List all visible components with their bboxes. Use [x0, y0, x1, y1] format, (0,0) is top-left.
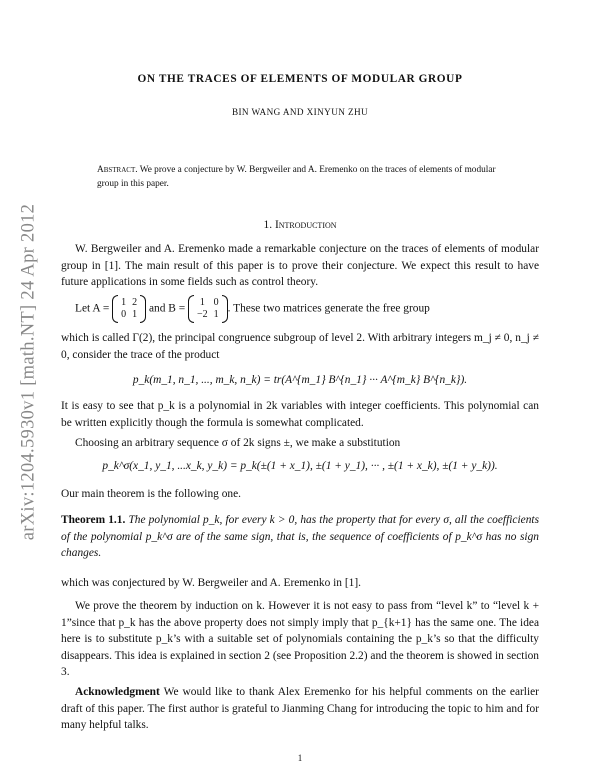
paragraph-intro: W. Bergweiler and A. Eremenko made a remarkable conjecture on the traces of elements of modular group in [1]. The main result of this paper is to prove their conjecture. We expect this result to have future applications in some fields such as control theory. — [61, 243, 539, 289]
page-number: 1 — [297, 753, 303, 763]
paragraph-substitution: Choosing an arbitrary sequence σ of 2k signs ±, we make a substitution — [75, 437, 401, 449]
acknowledgment — [61, 684, 539, 734]
matrix-b-cell: 0 — [213, 297, 219, 308]
acknowledgment-text: We would like to thank Alex Eremenko for his helpful comments on the earlier draft of this paper. The first author is grateful to Jianming Chang for introducing the topic to him and for many helpful talks. — [61, 686, 539, 732]
arxiv-stamp-text: arXiv:1204.5930v1 [math.NT] 24 Apr 2012 — [18, 203, 39, 541]
section-heading — [0, 219, 600, 231]
theorem-statement: The polynomial p_k, for every k > 0, has the property that for every σ, all the coefficients of the polynomial p_k^σ are of the same sign, that is, the sequence of coefficients of p_k^σ has no sign changes. — [61, 514, 539, 560]
paper-title: ON THE TRACES OF ELEMENTS OF MODULAR GROUP — [137, 73, 463, 85]
generate-text: . These two matrices generate the free group — [227, 302, 430, 315]
matrix-b-cell: 1 — [213, 309, 219, 320]
matrix-a-cell: 1 — [121, 297, 127, 308]
paragraph-polynomial: It is easy to see that p_k is a polynomial in 2k variables with integer coefficients. This polynomial can be written explicitly though the formula is somewhat complicated. — [61, 400, 539, 429]
matrix-a — [112, 297, 146, 321]
paragraph-induction: We prove the theorem by induction on k. However it is not easy to pass from “level k” to “level k + 1”since that p_k has the above property does not simply imply that p_{k+1} has the same one. The idea here is to substitute p_k’s with a suitable set of polynomials containing the p_k’s so that the difficulty disappears. This idea is explained in section 2 (see Proposition 2.2) and the theorem is showed in section 3. — [61, 600, 539, 679]
paragraph-matrices — [61, 297, 539, 321]
acknowledgment-heading: Acknowledgment — [75, 686, 160, 698]
abstract-text: We prove a conjecture by W. Bergweiler and A. Eremenko on the traces of elements of modular group in this paper. — [97, 165, 496, 189]
arxiv-stamp — [6, 182, 52, 562]
matrix-a-cell: 1 — [132, 309, 138, 320]
equation-trace: p_k(m_1, n_1, ..., m_k, n_k) = tr(A^{m_1} B^{n_1} ··· A^{m_k} B^{n_k}). — [132, 374, 468, 386]
let-a-text: Let A = — [75, 302, 110, 315]
section-number: 1. — [263, 219, 273, 231]
theorem-1-1 — [61, 512, 539, 562]
matrix-a-cell: 2 — [132, 297, 138, 308]
and-b-text: and B = — [148, 302, 186, 315]
paper-authors: BIN WANG AND XINYUN ZHU — [231, 107, 369, 117]
matrix-a-cell: 0 — [121, 309, 127, 320]
matrix-b-cell: −2 — [197, 309, 208, 320]
section-title: Introduction — [274, 219, 337, 231]
matrix-b — [188, 297, 228, 321]
abstract-label: Abstract. — [97, 165, 138, 175]
paragraph-conjectured: which was conjectured by W. Bergweiler and A. Eremenko in [1]. — [61, 577, 361, 589]
matrix-b-cell: 1 — [199, 297, 205, 308]
abstract — [97, 163, 507, 191]
paragraph-gamma2: which is called Γ(2), the principal congruence subgroup of level 2. With arbitrary integers m_j ≠ 0, n_j ≠ 0, consider the trace of the product — [61, 332, 539, 361]
paragraph-main-theorem-intro: Our main theorem is the following one. — [61, 488, 241, 500]
equation-substitution: p_k^σ(x_1, y_1, ...x_k, y_k) = p_k(±(1 + x_1), ±(1 + y_1), ··· , ±(1 + x_k), ±(1 + y_k)). — [102, 460, 498, 472]
theorem-heading: Theorem 1.1. — [61, 514, 126, 526]
